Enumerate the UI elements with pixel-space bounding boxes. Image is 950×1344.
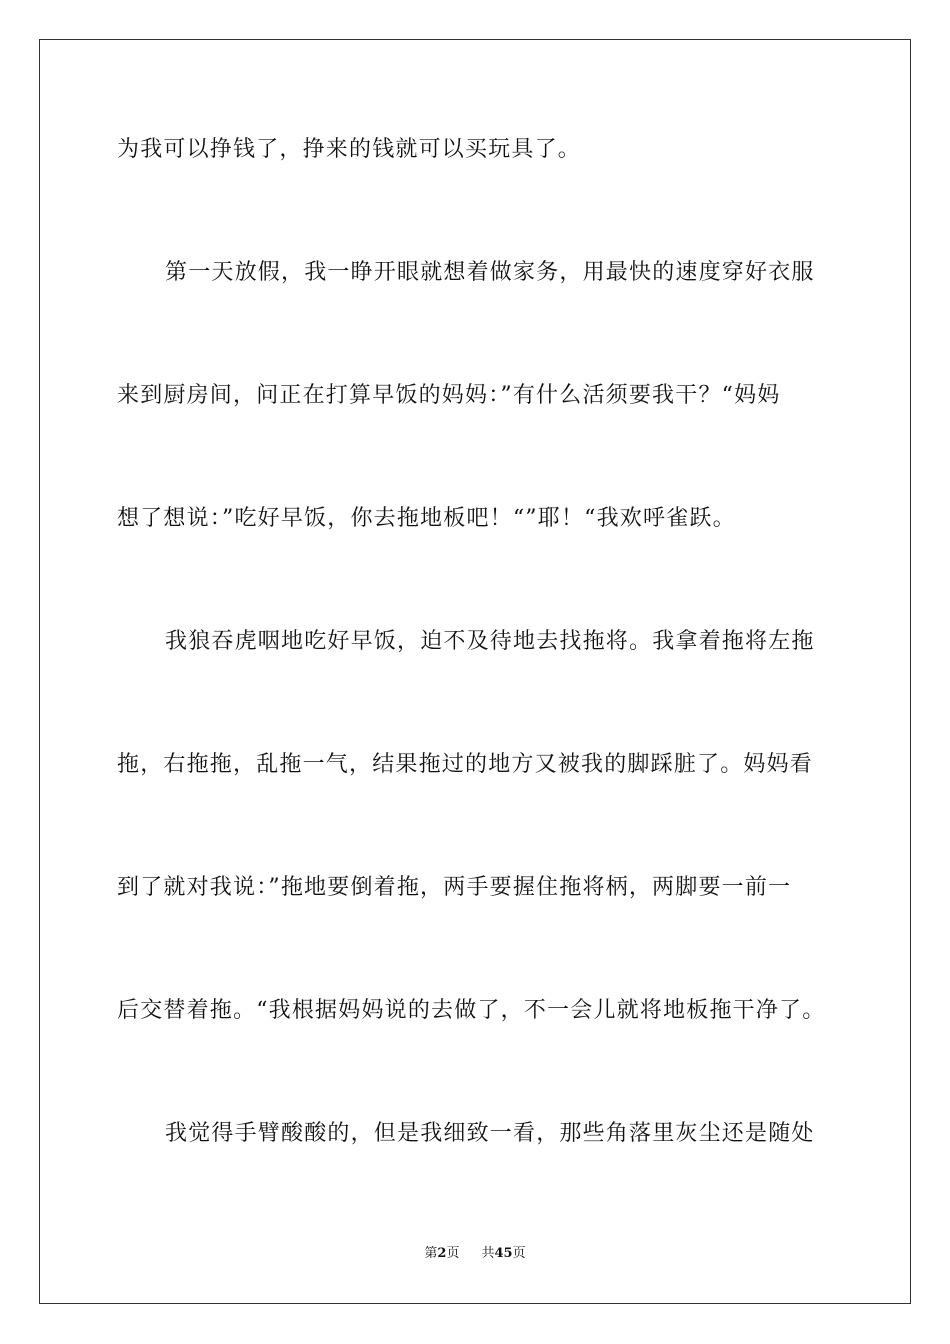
footer-total-suffix: 页: [512, 1246, 526, 1261]
footer-total-prefix: 共: [481, 1246, 495, 1261]
paragraph-line-1: 为我可以挣钱了，挣来的钱就可以买玩具了。: [117, 137, 582, 162]
page-footer: [0, 1245, 950, 1263]
paragraph-line-2: 第一天放假，我一睁开眼就想着做家务，用最快的速度穿好衣服: [165, 260, 815, 285]
footer-page-number: 2: [437, 1246, 447, 1261]
paragraph-line-4: 想了想说：”吃好早饭，你去拖地板吧！“”耶！“我欢呼雀跃。: [117, 506, 736, 531]
paragraph-line-3: 来到厨房间，问正在打算早饭的妈妈：”有什么活须要我干？“妈妈: [117, 383, 781, 408]
paragraph-line-6: 拖，右拖拖，乱拖一气，结果拖过的地方又被我的脚踩脏了。妈妈看: [117, 752, 814, 777]
paragraph-line-7: 到了就对我说：”拖地要倒着拖，两手要握住拖将柄，两脚要一前一: [117, 875, 792, 900]
footer-page-prefix: 第: [424, 1246, 438, 1261]
paragraph-line-9: 我觉得手臂酸酸的，但是我细致一看，那些角落里灰尘还是随处: [165, 1121, 815, 1146]
paragraph-line-8: 后交替着拖。“我根据妈妈说的去做了，不一会儿就将地板拖干净了。: [117, 998, 826, 1023]
footer-total-pages: 45: [494, 1246, 513, 1261]
paragraph-line-5: 我狼吞虎咽地吃好早饭，迫不及待地去找拖将。我拿着拖将左拖: [165, 629, 815, 654]
footer-page-suffix: 页: [446, 1246, 460, 1261]
page-border: [39, 39, 911, 1304]
